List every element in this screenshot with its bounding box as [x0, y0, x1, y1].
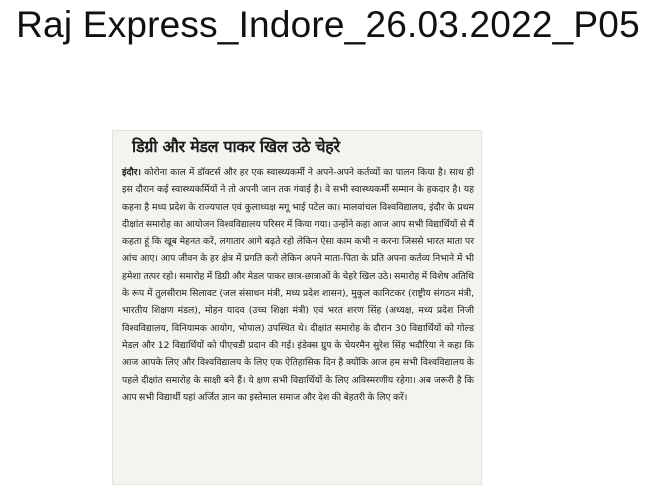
- article-headline: डिग्री और मेडल पाकर खिल उठे चेहरे: [132, 137, 340, 156]
- newspaper-clipping: [112, 130, 482, 485]
- article-body-text: कोरोना काल में डॉक्टर्स और हर एक स्वास्थ्यकर्मी ने अपने-अपने कर्तव्यों का पालन किया है। साथ ही इस दौरान कई स्वास्थ्यकर्मियों ने तो अपनी जान तक गंवाई है। वे सभी स्वास्थ्यकर्मी सम्मान के हकदार है। यह कहना है मध्य प्रदेश के राज्यपाल एवं कुलाध्यक्ष मगू भाई पटेल का। मालवांचल विश्वविद्यालय, इंदौर के प्रथम दीक्षांत समारोह का आयोजन विश्वविद्यालय परिसर में किया गया। उन्होंने कहा आज आप सभी विद्यार्थियों से मैं कहता हूं कि खूब मेहनत करें, लगातार आगे बढ़ते रहो लेकिन ऐसा काम कभी न करना जिससे भारत माता पर आंच आए। आप जीवन के हर क्षेत्र में प्रगति करो लेकिन अपने माता-पिता के प्रति अपना कर्तव्य निभाने में भी हमेशा तत्पर रहो। समारोह में डिग्री और मेडल पाकर छात्र-छात्राओं के चेहरे खिल उठे। समारोह में विशेष अतिथि के रूप में तुलसीराम सिलावट (जल संसाधन मंत्री, मध्य प्रदेश शासन), मुकुल कानिटकर (राष्ट्रीय संगठन मंत्री, भारतीय शिक्षण मंडल), मोहन यादव (उच्च शिक्षा मंत्री) एवं भरत शरण सिंह (अध्यक्ष, मध्य प्रदेश निजी विश्वविद्यालय, विनियामक आयोग, भोपाल) उपस्थित थे। दीक्षांत समारोह के दौरान 30 विद्यार्थियों को गोल्ड मेडल और 12 विद्यार्थियों को पीएचडी प्रदान की गई। इंडेक्स ग्रुप के चेयरमैन सुरेश सिंह भदौरिया ने कहा कि आज आपके लिए और विश्वविद्यालय के लिए एक ऐतिहासिक दिन है क्योंकि आज हम सभी विश्वविद्यालय के पहले दीक्षांत समारोह के साक्षी बने हैं। ये क्षण सभी विद्यार्थियों के लिए अविस्मरणीय रहेगा। अब जरूरी है कि आप सभी विद्यार्थी यहां अर्जित ज्ञान का इस्तेमाल समाज और देश की बेहतरी के लिए करें।: [122, 167, 474, 403]
- article-body: [122, 164, 474, 406]
- slide-title: Raj Express_Indore_26.03.2022_P05: [16, 4, 640, 45]
- article-dateline: इंदौर।: [122, 167, 142, 178]
